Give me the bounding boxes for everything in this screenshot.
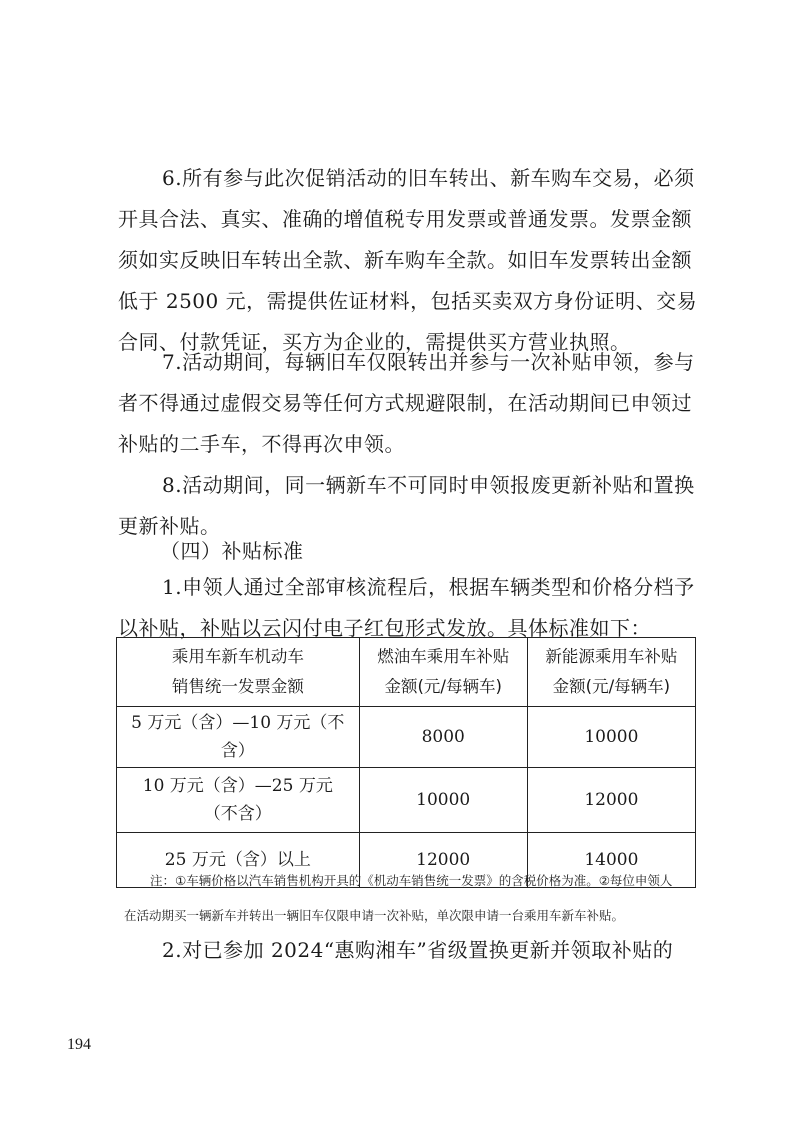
header-nev-subsidy bbox=[527, 638, 695, 707]
cell-text: 5 万元（含）—10 万元（不含） bbox=[131, 713, 345, 761]
cell-nev-amount: 12000 bbox=[527, 768, 695, 833]
cell-text: 10 万元（含）—25 万元 bbox=[142, 776, 333, 796]
cell-price-range bbox=[117, 768, 360, 833]
text-line: 须如实反映旧车转出全款、新车购车全款。如旧车发票转出金额 bbox=[118, 248, 692, 272]
table-header-row bbox=[117, 638, 696, 707]
text-line: 2.对已参加 2024“惠购湘车”省级置换更新并领取补贴的 bbox=[162, 938, 674, 962]
text-line: 8.活动期间，同一辆新车不可同时申领报废更新补贴和置换 bbox=[162, 473, 695, 497]
header-line: 金额(元/每辆车) bbox=[384, 677, 502, 696]
paragraph-item-2 bbox=[118, 930, 698, 971]
header-line: 金额(元/每辆车) bbox=[552, 677, 671, 696]
cell-nev-amount: 14000 bbox=[527, 833, 695, 888]
subsidy-table bbox=[116, 637, 696, 888]
table-row bbox=[117, 768, 696, 833]
text-line: 合同、付款凭证，买方为企业的，需提供买方营业执照。 bbox=[118, 330, 631, 354]
header-line: 乘用车新车机动车 bbox=[171, 647, 304, 666]
header-line: 销售统一发票金额 bbox=[171, 677, 304, 696]
cell-fuel-amount: 8000 bbox=[359, 707, 527, 768]
text-line: 7.活动期间，每辆旧车仅限转出并参与一次补贴申领，参与 bbox=[162, 350, 695, 374]
cell-price-range bbox=[117, 707, 360, 768]
cell-text: （不含） bbox=[203, 804, 272, 824]
section-heading: （四）补贴标准 bbox=[160, 539, 304, 563]
text-line: 开具合法、真实、准确的增值税专用发票或普通发票。发票金额 bbox=[118, 207, 692, 231]
paragraph-item-6 bbox=[118, 158, 698, 363]
text-line: 低于 2500 元，需提供佐证材料，包括买卖双方身份证明、交易 bbox=[118, 289, 698, 313]
table-note-line: 在活动期买一辆新车并转出一辆旧车仅限申请一次补贴，单次限申请一台乘用车新车补贴。 bbox=[124, 908, 625, 923]
text-line: 者不得通过虚假交易等任何方式规避限制，在活动期间已申领过 bbox=[118, 391, 692, 415]
text-line: 1.申领人通过全部审核流程后，根据车辆类型和价格分档予 bbox=[162, 575, 695, 599]
cell-text: 25 万元（含）以上 bbox=[164, 850, 311, 870]
text-line: 补贴的二手车，不得再次申领。 bbox=[118, 432, 405, 456]
paragraph-item-7 bbox=[118, 342, 698, 465]
text-line: 6.所有参与此次促销活动的旧车转出、新车购车交易，必须 bbox=[162, 166, 695, 190]
table-note-line: 注：①车辆价格以汽车销售机构开具的《机动车销售统一发票》的含税价格为准。②每位申领人 bbox=[150, 873, 673, 888]
header-price-range bbox=[117, 638, 360, 707]
header-fuel-subsidy bbox=[359, 638, 527, 707]
cell-nev-amount: 10000 bbox=[527, 707, 695, 768]
cell-fuel-amount: 10000 bbox=[359, 768, 527, 833]
table-row bbox=[117, 707, 696, 768]
page-number: 194 bbox=[67, 1036, 91, 1053]
header-line: 燃油车乘用车补贴 bbox=[377, 647, 510, 666]
cell-fuel-amount: 12000 bbox=[359, 833, 527, 888]
text-line: 更新补贴。 bbox=[118, 514, 221, 538]
header-line: 新能源乘用车补贴 bbox=[545, 647, 678, 666]
text-line: 以补贴，补贴以云闪付电子红包形式发放。具体标准如下： bbox=[118, 616, 651, 640]
